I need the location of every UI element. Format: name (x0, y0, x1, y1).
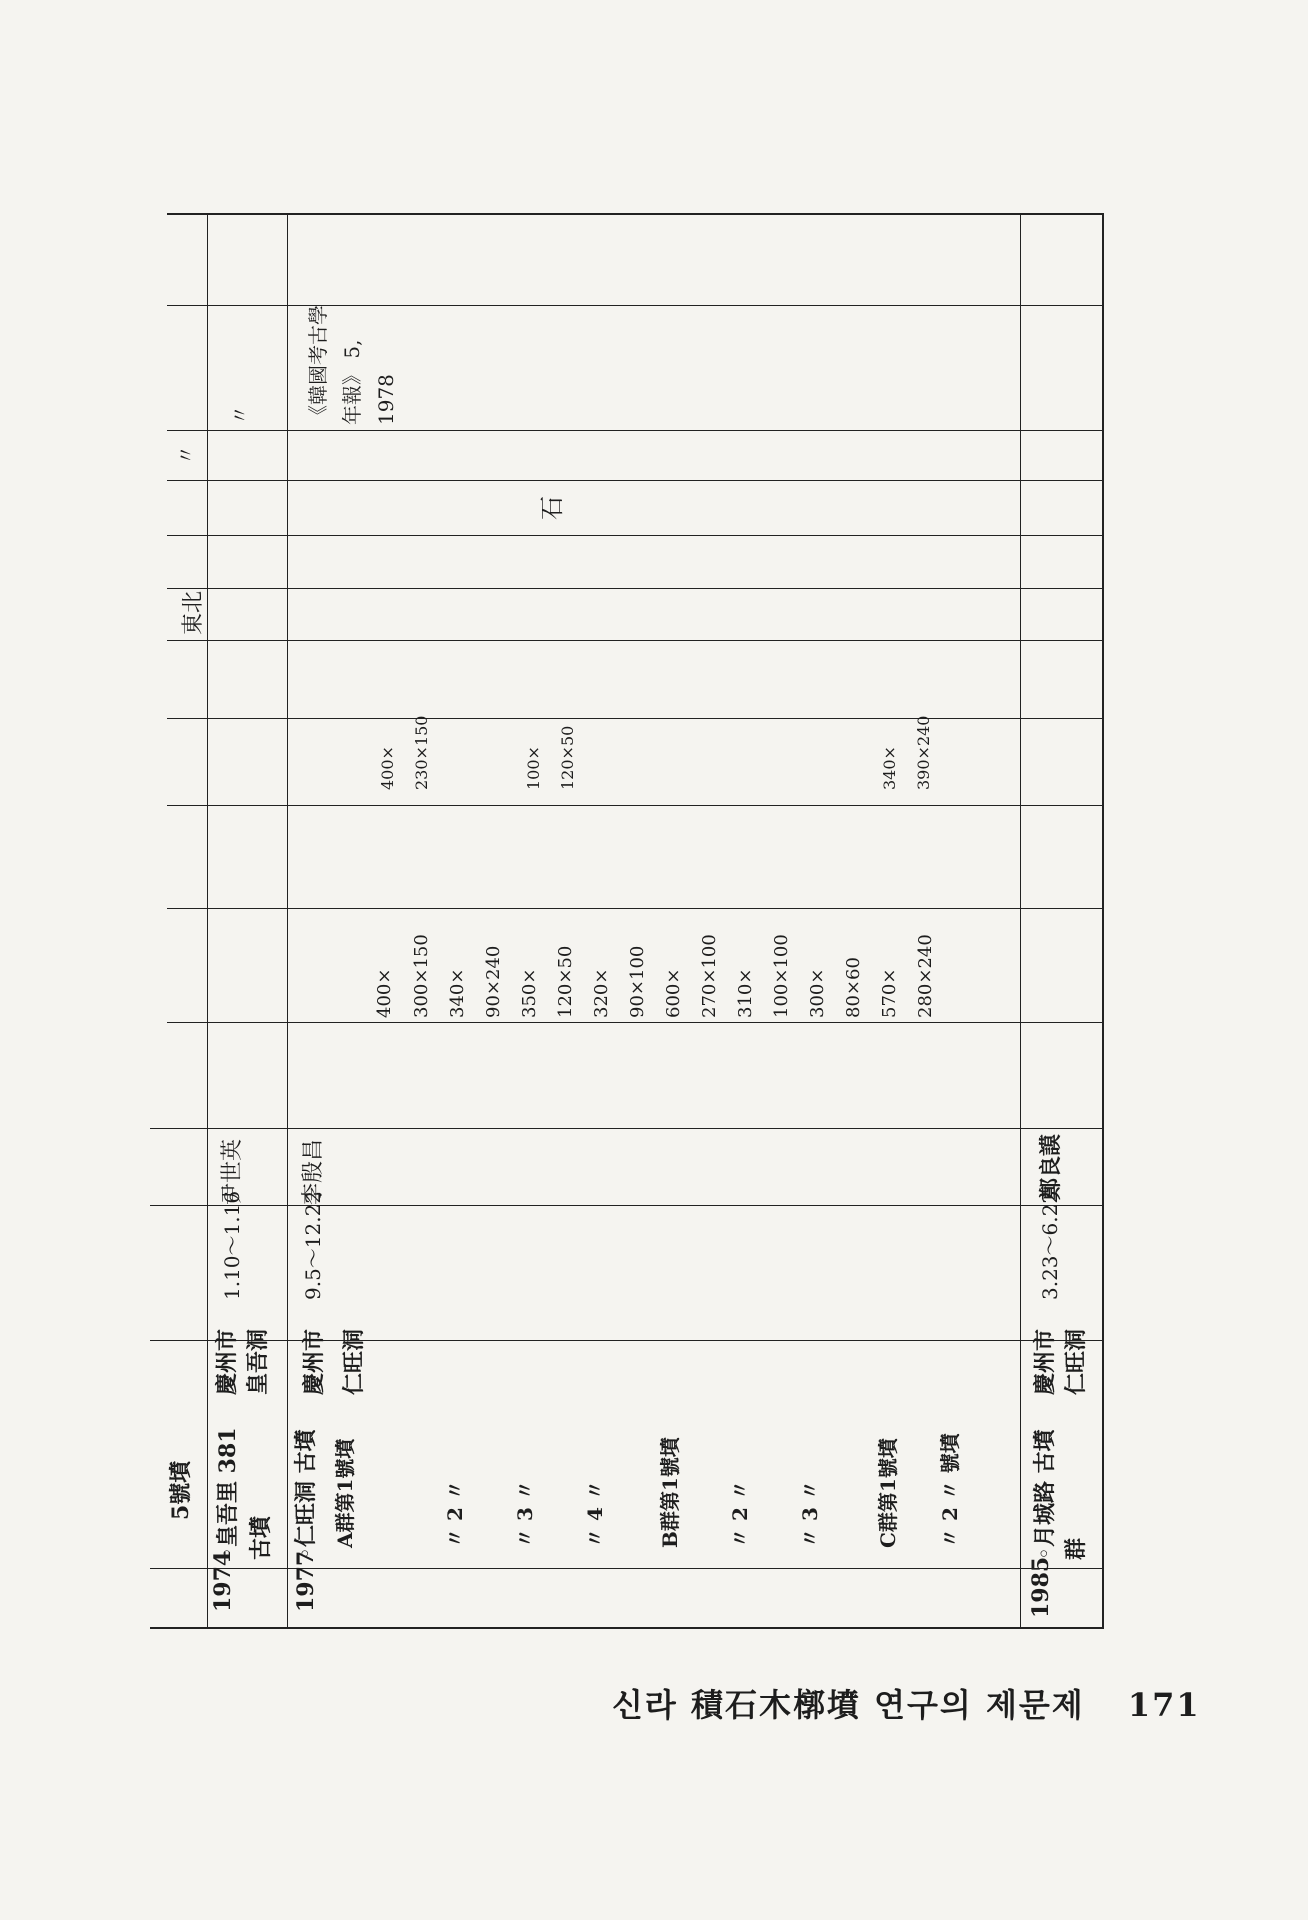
col-divider (167, 480, 1102, 481)
size-value: 340× (447, 968, 468, 1018)
sub-site-cell: 〃 4 〃 (583, 1480, 607, 1548)
note-cell: 東北 (181, 590, 206, 635)
size-value: 100×100 (771, 934, 792, 1018)
ditto-mark: 〃 (228, 405, 252, 425)
ditto-mark: 〃 (174, 445, 198, 465)
year-cell: 1974 (210, 1550, 236, 1612)
sub-site-cell: 〃 3 〃 (798, 1480, 822, 1548)
table-border-right (1102, 213, 1104, 1629)
year-cell: 1985 (1028, 1556, 1054, 1618)
col-divider (150, 1205, 1102, 1206)
size-value: 80×60 (843, 957, 864, 1018)
row-divider (1020, 213, 1021, 1627)
size-value: 120×50 (555, 945, 576, 1018)
row-divider (207, 213, 208, 1627)
site-cell: ◦月城路 古墳群 (1032, 1429, 1089, 1560)
size-value: 570× (879, 968, 900, 1018)
sub-site-cell: 〃 3 〃 (513, 1480, 537, 1548)
col-divider (167, 640, 1102, 641)
col-divider (167, 535, 1102, 536)
page-number: 171 (1127, 1686, 1201, 1724)
date-cell: 9.5～12.22 (301, 1190, 325, 1300)
page-footer (612, 1680, 1201, 1726)
excavator-cell: 李殷昌 (301, 1138, 326, 1205)
size-value: 230×150 (412, 715, 431, 790)
location-cell: 慶州市 皇吾洞 (214, 1328, 271, 1395)
sub-site-cell: 〃 2 〃 (728, 1480, 752, 1548)
excavator-cell: 鄭良謨 (1038, 1133, 1064, 1200)
col-divider (150, 1340, 1102, 1341)
size-value: 120×50 (558, 725, 577, 790)
col-divider (150, 1128, 1102, 1129)
col-divider (167, 430, 1102, 431)
site-cell: ◦仁旺洞 古墳 (293, 1429, 319, 1560)
reference-cell: 年報》 5, (340, 339, 364, 425)
size-value: 300× (807, 968, 828, 1018)
size-value: 310× (735, 968, 756, 1018)
size-value: 90×240 (483, 945, 504, 1018)
col-divider (167, 1022, 1102, 1023)
reference-cell: 1978 (374, 374, 398, 425)
location-cell: 慶州市 仁旺洞 (1032, 1328, 1089, 1395)
table-border-top (167, 213, 1104, 215)
site-cell: ◦皇吾里 381古墳 (215, 1427, 274, 1560)
table-border-bottom (150, 1627, 1104, 1629)
size-value: 350× (519, 968, 540, 1018)
date-cell: 3.23～6.22 (1038, 1190, 1062, 1300)
size-value: 400× (374, 968, 395, 1018)
sub-site-cell: 〃 2 〃 號墳 (938, 1433, 962, 1548)
size-value: 100× (524, 746, 543, 790)
sub-site-cell: C群第1號墳 (876, 1438, 900, 1548)
size-value: 280×240 (915, 934, 936, 1018)
size-value: 270×100 (699, 934, 720, 1018)
sub-site-cell: B群第1號墳 (658, 1437, 682, 1548)
size-value: 300×150 (411, 934, 432, 1018)
date-cell: 1.10～1.16 (220, 1190, 244, 1300)
excavator-cell: 尹世英 (220, 1138, 245, 1205)
reference-cell: 《韓國考古學 (306, 305, 330, 425)
col-divider (167, 718, 1102, 719)
size-value: 390×240 (914, 715, 933, 790)
material-cell: 石 (538, 496, 566, 520)
col-divider (167, 908, 1102, 909)
col-divider (167, 588, 1102, 589)
running-title: 신라 積石木槨墳 연구의 제문제 (612, 1686, 1085, 1724)
row-divider (287, 213, 288, 1627)
size-value: 90×100 (627, 945, 648, 1018)
size-value: 340× (880, 746, 899, 790)
size-value: 600× (663, 968, 684, 1018)
site-cell: 5號墳 (168, 1460, 194, 1520)
col-divider (167, 805, 1102, 806)
year-cell: 1977 (293, 1550, 319, 1612)
sub-site-cell: 〃 2 〃 (443, 1480, 467, 1548)
location-cell: 慶州市 仁旺洞 (301, 1328, 367, 1395)
sub-site-cell: A群第1號墳 (333, 1438, 357, 1548)
size-value: 320× (591, 968, 612, 1018)
size-value: 400× (378, 746, 397, 790)
